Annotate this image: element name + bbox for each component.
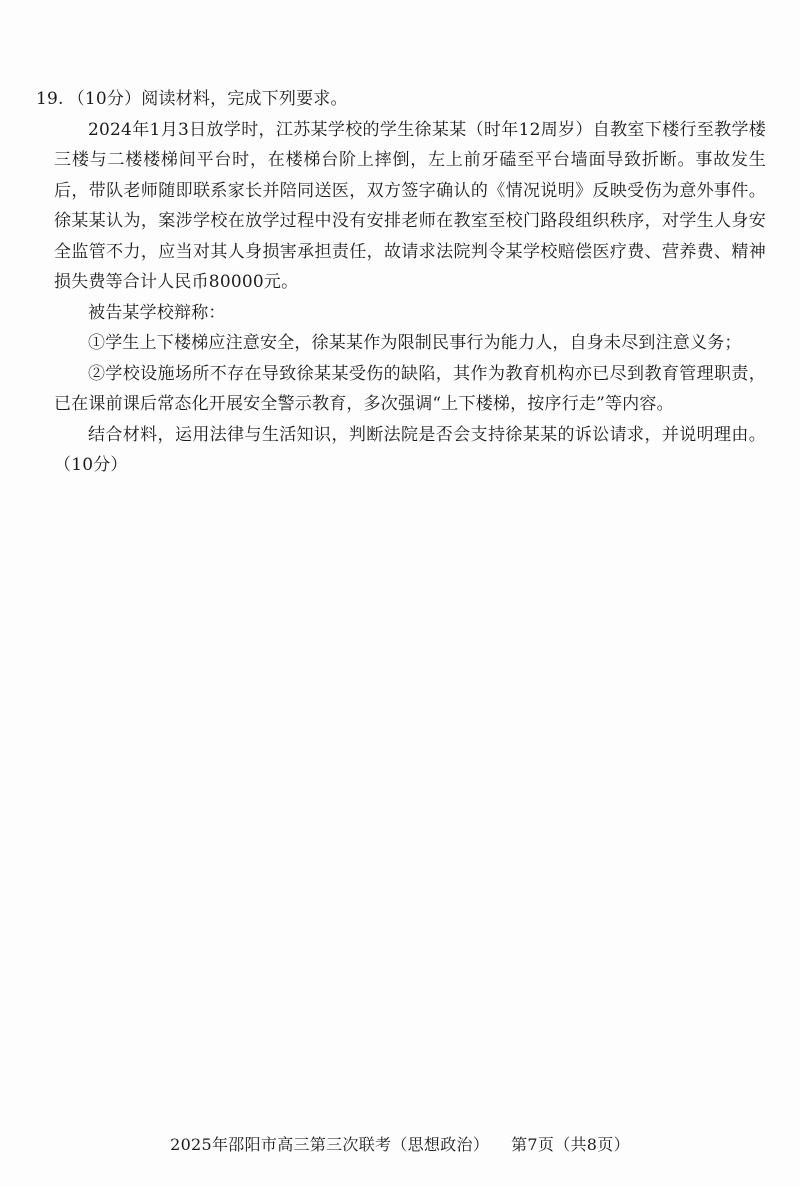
- defense-point-2: ②学校设施场所不存在导致徐某某受伤的缺陷，其作为教育机构亦已尽到教育管理职责，已在课前课后常态化开展安全警示教育，多次强调“上下楼梯，按序行走”等内容。: [54, 363, 766, 414]
- material-paragraph: 2024年1月3日放学时，江苏某学校的学生徐某某（时年12周岁）自教室下楼行至教学楼三楼与二楼楼梯间平台时，在楼梯台阶上摔倒，左上前牙磕至平台墙面导致折断。事故发生后，带队老师随即联系家长并陪同送医，双方签字确认的《情况说明》反映受伤为意外事件。徐某某认为，案涉学校在放学过程中没有安排老师在教室至校门路段组织秩序，对学生人身安全监管不力，应当对其人身损害承担责任，故请求法院判令某学校赔偿医疗费、营养费、精神损失费等合计人民币80000元。: [54, 119, 766, 292]
- question-number: 19.: [36, 89, 64, 109]
- question-header: [36, 84, 766, 115]
- page-footer: [0, 1132, 800, 1155]
- defense-point-1: ①学生上下楼梯应注意安全，徐某某作为限制民事行为能力人，自身未尽到注意义务；: [88, 333, 742, 353]
- question-instruction: （10分）阅读材料，完成下列要求。: [67, 89, 348, 109]
- page-number: 第7页（共8页）: [511, 1135, 630, 1154]
- question-19: [36, 84, 766, 481]
- exam-title: 2025年邵阳市高三第三次联考（思想政治）: [170, 1135, 490, 1154]
- task-prompt: 结合材料，运用法律与生活知识，判断法院是否会支持徐某某的诉讼请求，并说明理由。（10分）: [54, 424, 766, 475]
- defendant-intro: 被告某学校辩称：: [88, 302, 226, 323]
